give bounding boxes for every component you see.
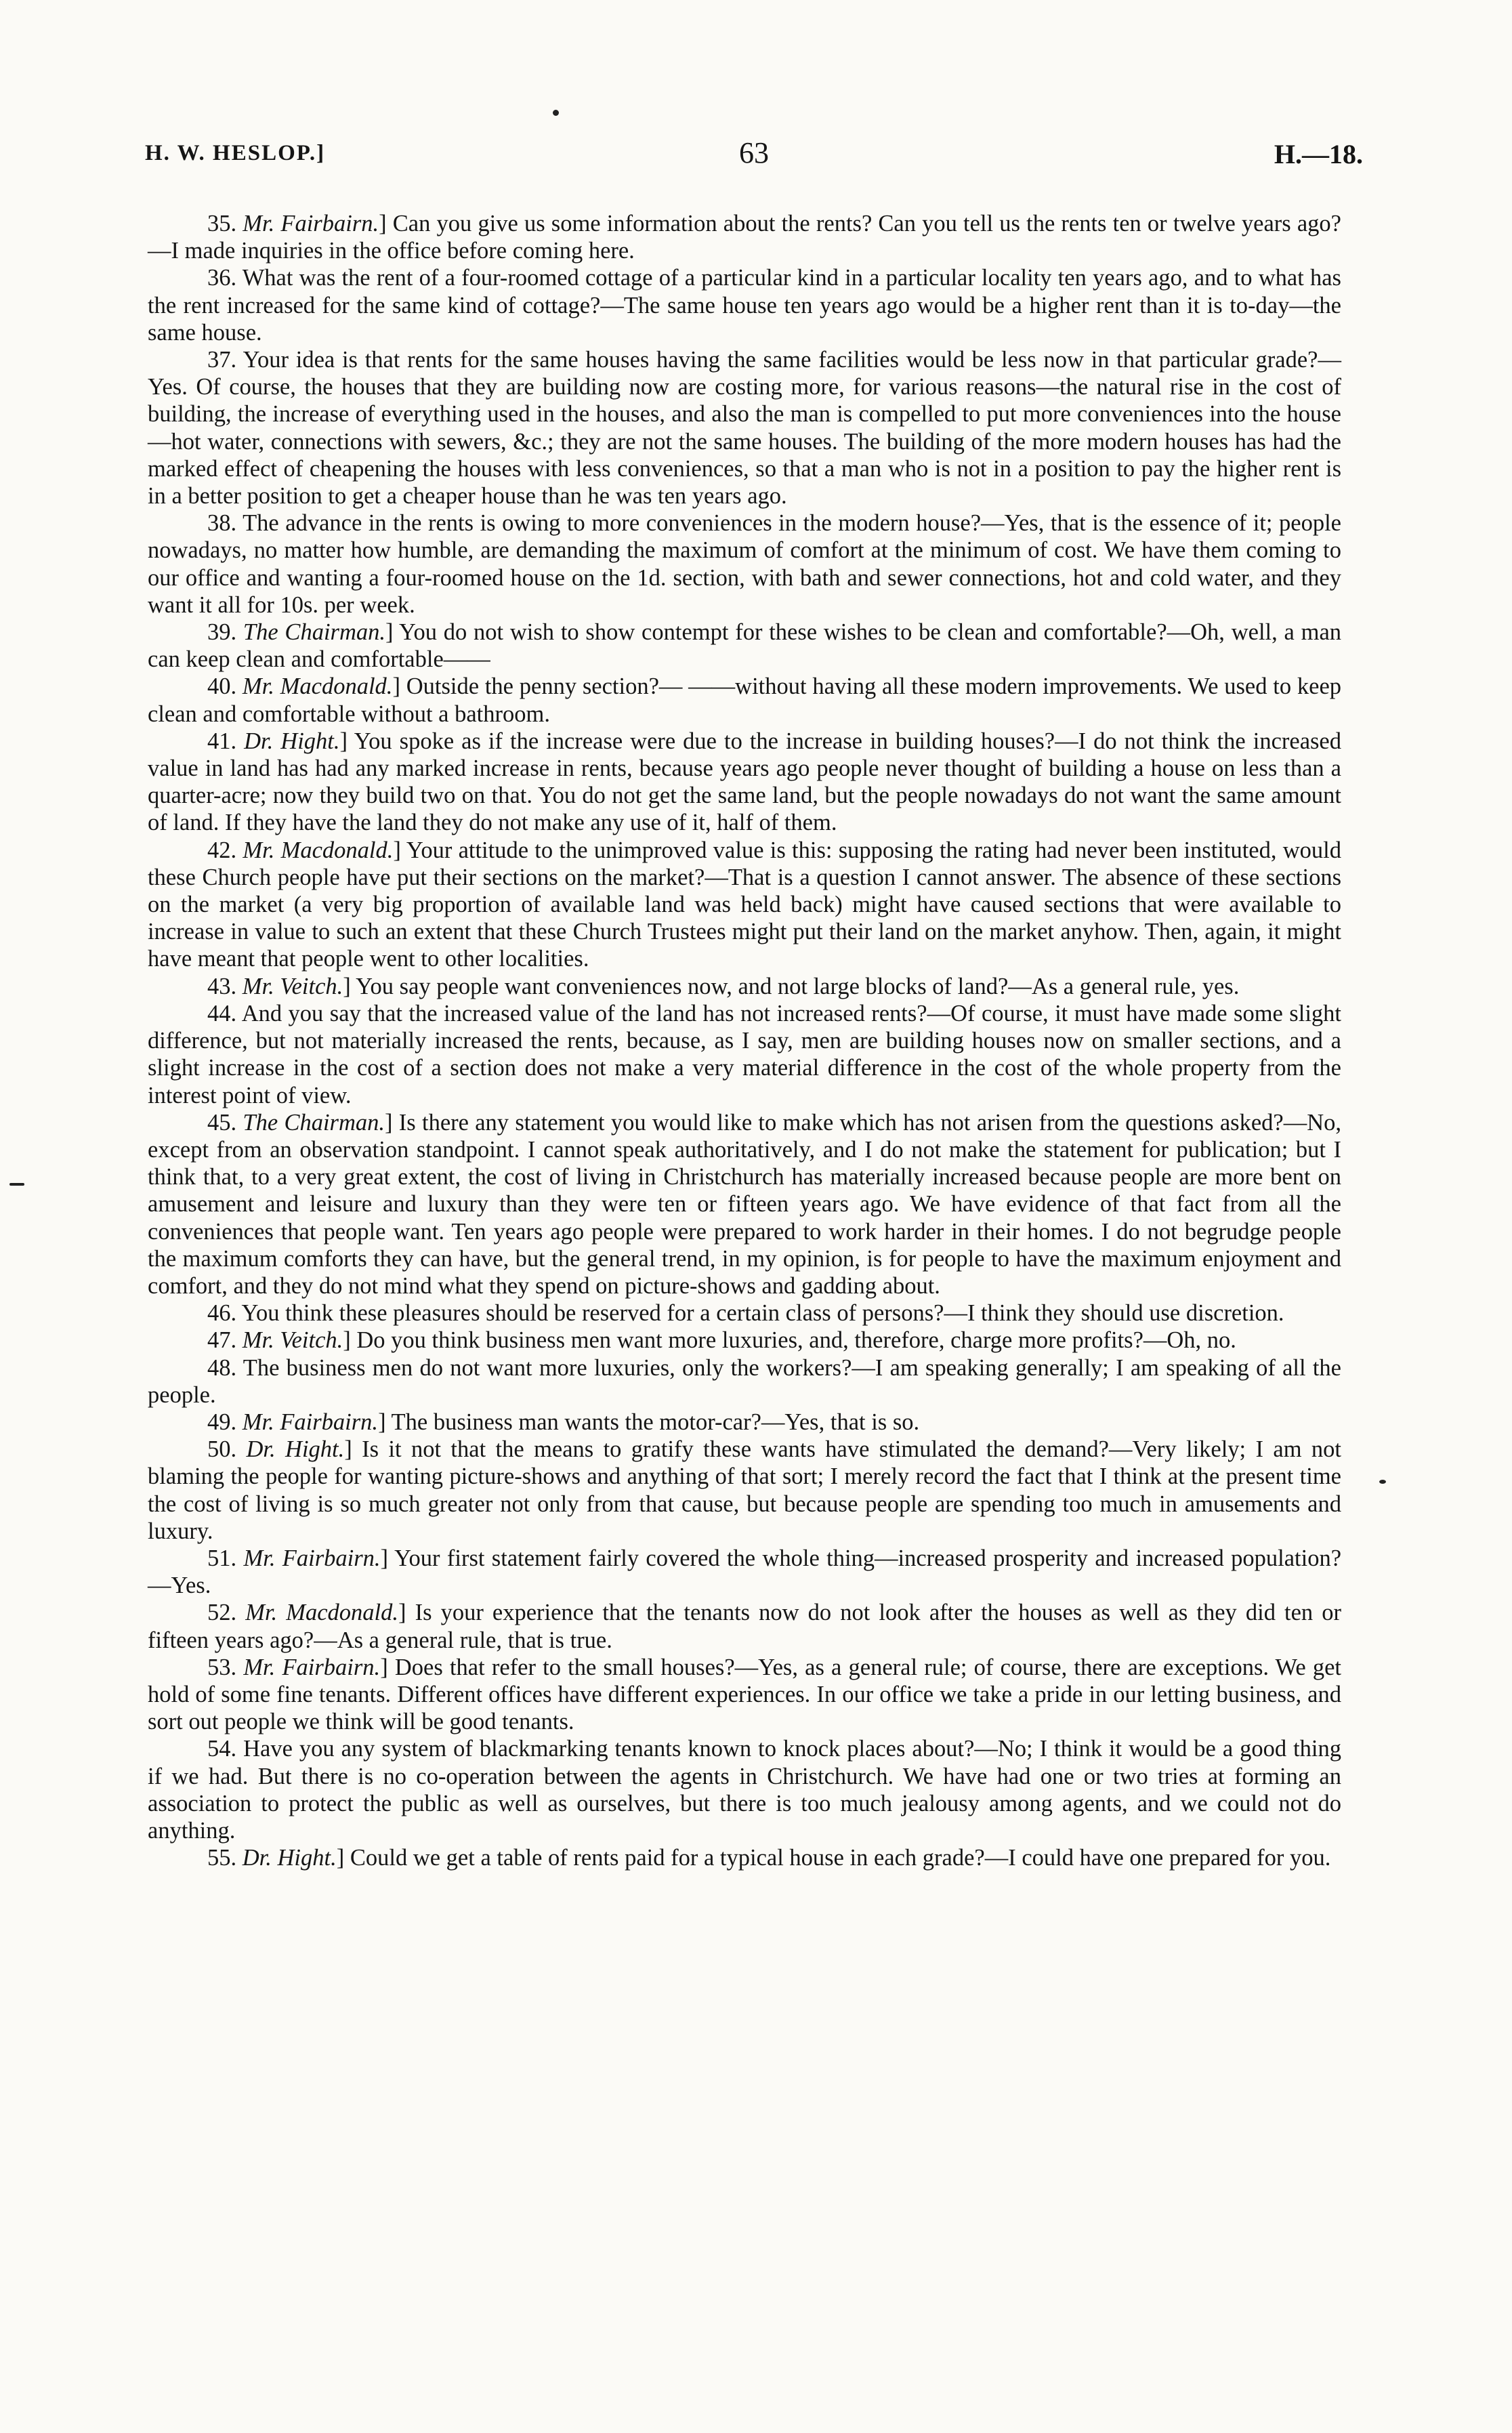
speaker-name: Mr. Veitch. (242, 973, 343, 999)
question-text: ] Is your experience that the tenants now do not look after the houses as well as they did ten or fifteen years ago?—As a general rule, that is true. (148, 1600, 1342, 1653)
question-number: 40. (207, 673, 237, 700)
question-number: 50. (207, 1436, 237, 1463)
question-text: Your idea is that rents for the same houses having the same facilities would be less now in that particular grade?—Yes. Of course, the houses that they are building now are costing more, for various reasons—the natural rise in the cost of building, the increase of everything used in the houses, and also the man is compelled to put more conveniences into the house—hot water, connections with sewers, &c.; they are not the same houses. The building of the more modern houses has had the marked effect of cheapening the houses with less conveniences, so that a man who is not in a position to pay the higher rent is in a better position to get a cheaper house than he was ten years ago. (148, 347, 1341, 510)
page-header (145, 136, 1363, 176)
speaker-name: Mr. Fairbairn. (242, 1409, 379, 1435)
question-paragraph (148, 673, 1341, 727)
question-text: ] Do you think business men want more luxuries, and, therefore, charge more profits?—Oh, no. (343, 1327, 1236, 1354)
question-number: 46. (207, 1300, 237, 1327)
speaker-name: Dr. Hight. (244, 728, 340, 754)
question-number: 53. (207, 1654, 237, 1680)
question-text: ] Is it not that the means to gratify these wants have stimulated the demand?—Very likely; I am not blaming the people for wanting picture-shows and anything of that sort; I merely record the fact that I think at the present time the cost of living is so much greater not only from that cause, but because people are spending too much in amusements and luxury. (148, 1436, 1342, 1544)
ink-speck (9, 1183, 24, 1186)
page-number: 63 (739, 136, 769, 169)
question-text: ] Does that refer to the small houses?—Yes, as a general rule; of course, there are exceptions. We get hold of some fine tenants. Different offices have different experiences. In our office we take a pride in our letting business, and sort out people we think will be good tenants. (148, 1654, 1341, 1735)
question-text: The business men do not want more luxuries, only the workers?—I am speaking generally; I am speaking of all the people. (148, 1354, 1341, 1408)
question-paragraph (148, 1000, 1341, 1109)
ink-speck (553, 110, 559, 116)
question-paragraph (148, 1299, 1341, 1327)
question-text: ] Could we get a table of rents paid for a typical house in each grade?—I could have one prepared for you. (336, 1845, 1331, 1871)
question-paragraph (148, 1436, 1341, 1545)
question-paragraph (148, 1327, 1341, 1354)
question-paragraph (148, 210, 1341, 264)
question-number: 35. (207, 211, 237, 236)
question-text: ] Your attitude to the unimproved value is this: supposing the rating had never been instituted, would these Church people have put their sections on the market?—That is a question I cannot answer. The absence of these sections on the market (a very big proportion of available land was held back) might have caused sections that were available to increase in value to such an extent that these Church Trustees might put their land on the market anyhow. Then, again, it might have meant that people went to other localities. (148, 837, 1341, 972)
question-paragraph (148, 1654, 1341, 1736)
question-text: ] You do not wish to show contempt for these wishes to be clean and comfortable?—Oh, well, a man can keep clean and comfortable—— (148, 619, 1342, 673)
speaker-name: Dr. Hight. (246, 1436, 345, 1463)
question-number: 54. (207, 1736, 237, 1762)
question-paragraph (148, 1545, 1341, 1599)
question-paragraph (148, 510, 1341, 619)
question-number: 37. (207, 347, 237, 373)
question-text: ] Can you give us some information about the rents? Can you tell us the rents ten or twelve years ago?—I made inquiries in the office before coming here. (148, 211, 1341, 264)
question-text: ] You spoke as if the increase were due to the increase in building houses?—I do not think the increased value in land has had any marked increase in rents, because years ago people never thought of building a house on less than a quarter-acre; now they build two on that. You do not get the same land, but the people nowadays do not want the same amount of land. If they have the land they do not make any use of it, half of them. (148, 728, 1341, 836)
question-number: 55. (207, 1845, 237, 1871)
question-paragraph (148, 1599, 1341, 1653)
question-paragraph (148, 973, 1341, 1000)
question-paragraph (148, 728, 1341, 837)
question-text: ] The business man wants the motor-car?—Yes, that is so. (378, 1409, 920, 1435)
witness-name: H. W. HESLOP.] (145, 141, 326, 165)
question-number: 44. (207, 1000, 237, 1026)
question-paragraph (148, 346, 1341, 510)
question-paragraph (148, 1409, 1341, 1436)
question-paragraph (148, 1109, 1341, 1299)
question-number: 48. (207, 1354, 237, 1381)
speaker-name: The Chairman. (243, 619, 385, 646)
speaker-name: Mr. Macdonald. (243, 837, 394, 863)
question-number: 39. (207, 619, 237, 646)
document-reference: H.—18. (1274, 139, 1363, 169)
question-number: 43. (207, 973, 237, 999)
question-number: 45. (207, 1109, 237, 1136)
question-text: ] Your first statement fairly covered the whole thing—increased prosperity and increased population?—Yes. (148, 1545, 1342, 1599)
question-paragraph (148, 837, 1341, 973)
speaker-name: Dr. Hight. (242, 1845, 337, 1871)
speaker-name: Mr. Fairbairn. (243, 1545, 381, 1571)
question-number: 51. (207, 1545, 237, 1571)
question-number: 52. (207, 1600, 237, 1626)
question-number: 42. (207, 837, 237, 863)
question-paragraph (148, 1735, 1341, 1844)
question-number: 41. (207, 728, 237, 754)
speaker-name: The Chairman. (243, 1109, 385, 1136)
question-text: ] Is there any statement you would like to make which has not arisen from the questions asked?—No, except from an observation standpoint. I cannot speak authoritatively, and I do not make the statement for publication; but I think that, to a very great extent, the cost of living in Christchurch has materially increased because people are more bent on amusement and leisure and luxury than they were ten or fifteen years ago. We have evidence of that fact from all the conveniences that people want. Ten years ago people were prepared to work harder in their homes. I do not begrudge people the maximum comforts they can have, but the general trend, in my opinion, is for people to have the maximum enjoyment and comfort, and they do not mind what they spend on picture-shows and gadding about. (148, 1109, 1342, 1299)
question-text: The advance in the rents is owing to more conveniences in the modern house?—Yes, that is the essence of it; people nowadays, no matter how humble, are demanding the maximum of comfort at the minimum of cost. We have them coming to our office and wanting a four-roomed house on the 1d. section, with bath and sewer connections, hot and cold water, and they want it all for 10s. per week. (148, 510, 1341, 618)
question-paragraph (148, 1354, 1341, 1409)
ink-speck (1379, 1480, 1386, 1484)
speaker-name: Mr. Macdonald. (242, 673, 393, 700)
testimony-body (148, 210, 1341, 1871)
question-paragraph (148, 1844, 1341, 1871)
question-number: 38. (207, 510, 237, 537)
question-number: 49. (207, 1409, 237, 1435)
speaker-name: Mr. Fairbairn. (243, 1654, 381, 1680)
question-text: And you say that the increased value of the land has not increased rents?—Of course, it must have made some slight difference, but not materially increased the rents, because, as I say, men are building houses now on smaller sections, and a slight increase in the cost of a section does not make a very material difference in the cost of the whole property from the interest point of view. (148, 1000, 1341, 1108)
question-text: ] Outside the penny section?— ——without having all these modern improvements. We used to keep clean and comfortable without a bathroom. (148, 673, 1342, 727)
question-text: You think these pleasures should be reserved for a certain class of persons?—I think they should use discretion. (241, 1300, 1284, 1327)
question-text: Have you any system of blackmarking tenants known to knock places about?—No; I think it would be a good thing if we had. But there is no co-operation between the agents in Christchurch. We have had one or two tries at forming an association to protect the public as well as ourselves, but there is too much jealousy among agents, and we could not do anything. (148, 1736, 1342, 1844)
speaker-name: Mr. Veitch. (242, 1327, 343, 1354)
speaker-name: Mr. Fairbairn. (243, 211, 379, 236)
question-text: ] You say people want conveniences now, and not large blocks of land?—As a general rule, yes. (343, 973, 1240, 999)
speaker-name: Mr. Macdonald. (245, 1600, 399, 1626)
question-number: 36. (207, 265, 237, 291)
question-number: 47. (207, 1327, 237, 1354)
question-text: What was the rent of a four-roomed cottage of a particular kind in a particular locality ten years ago, and to what has the rent increased for the same kind of cottage?—The same house ten years ago would be a higher rent than it is to-day—the same house. (148, 265, 1341, 346)
question-paragraph (148, 264, 1341, 346)
question-paragraph (148, 619, 1341, 673)
